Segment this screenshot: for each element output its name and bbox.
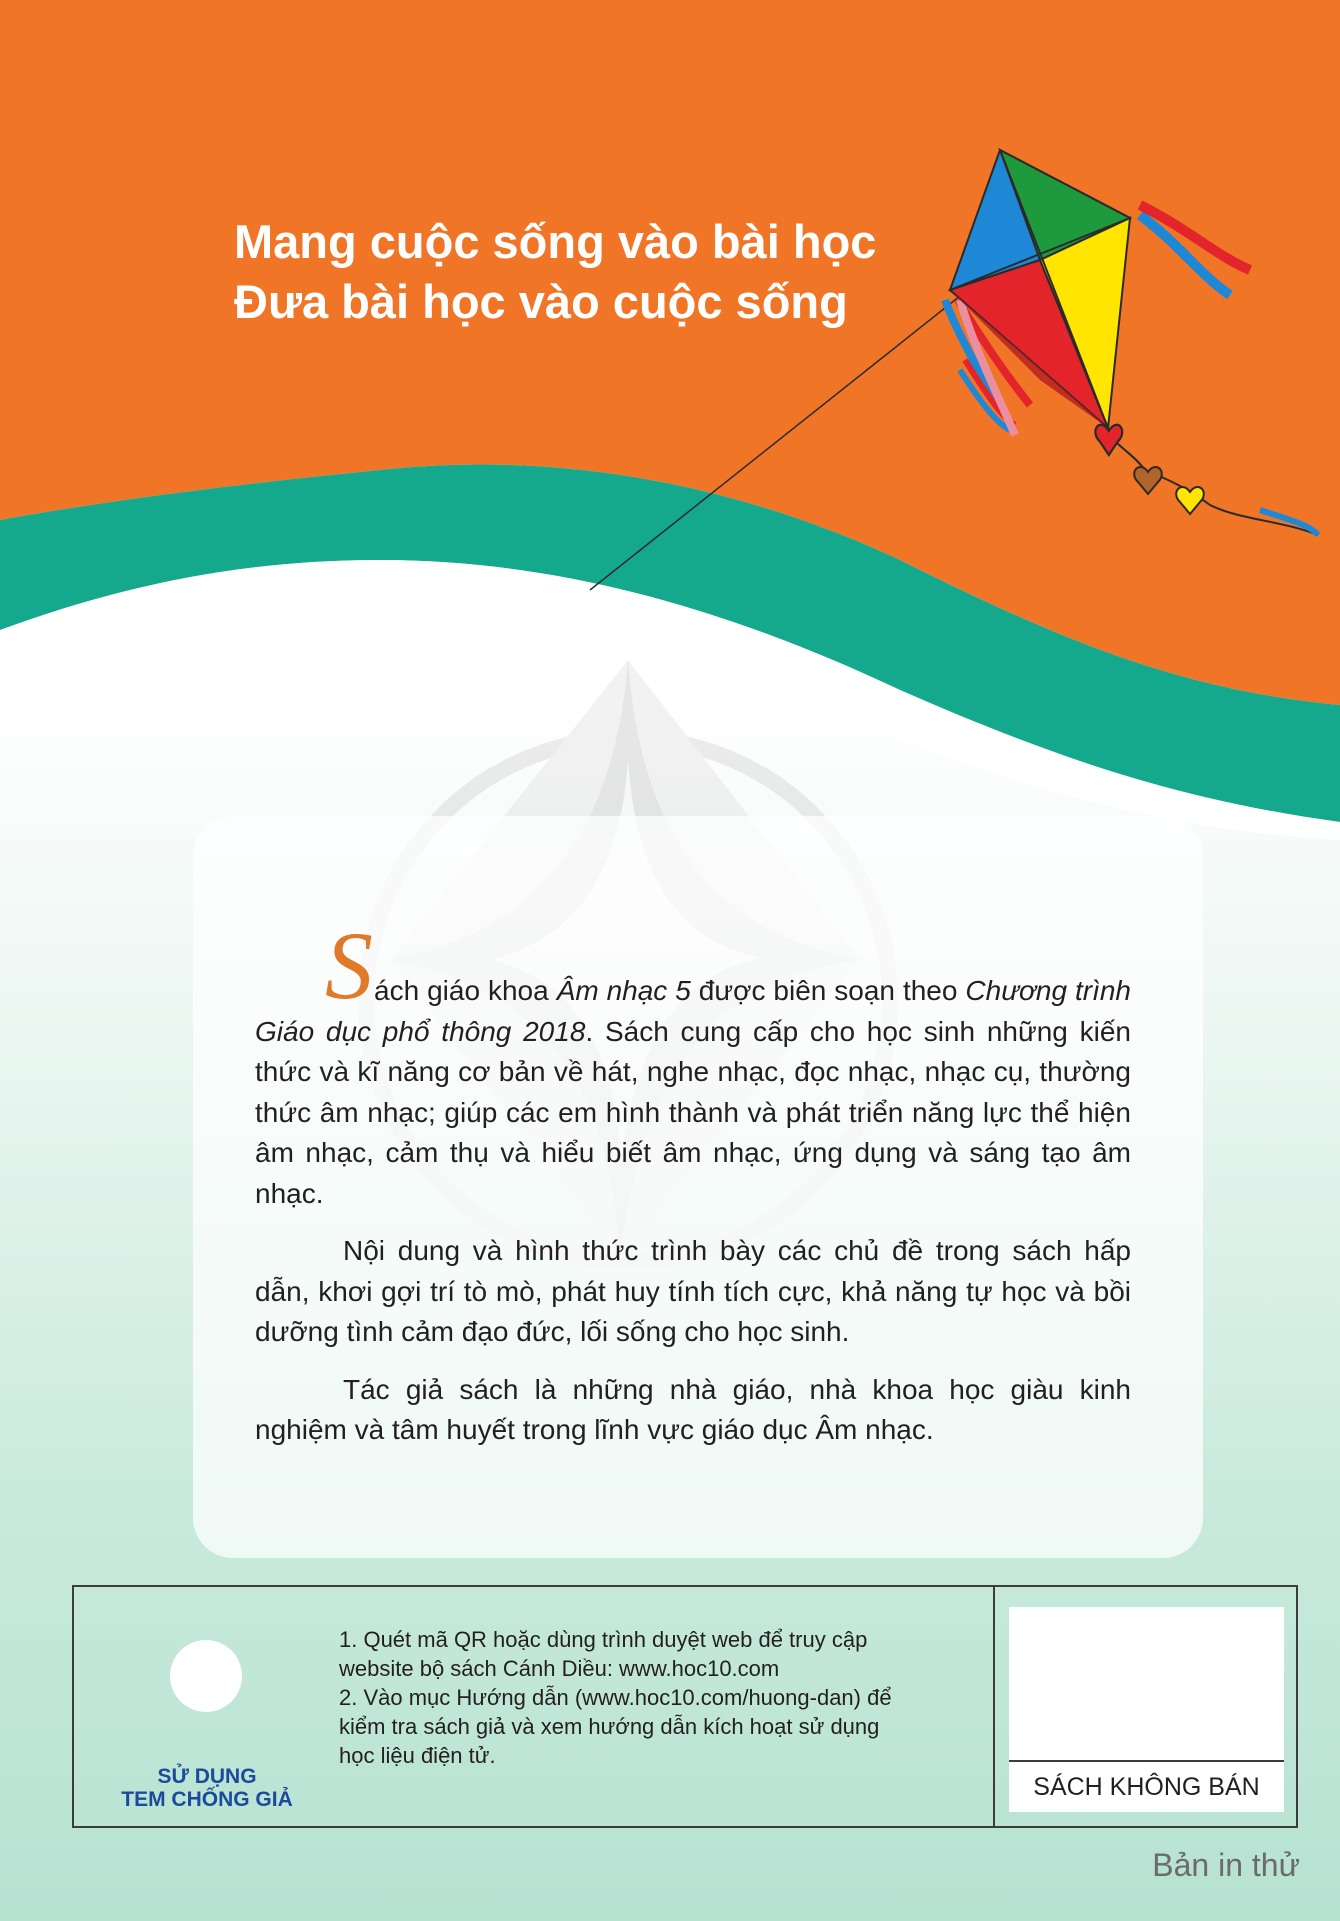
intro-text <box>255 968 1131 1468</box>
book-title: Âm nhạc 5 <box>556 975 691 1006</box>
cover-tagline <box>234 212 876 332</box>
instruction-line: 2. Vào mục Hướng dẫn (www.hoc10.com/huong-dan) để <box>339 1685 892 1710</box>
not-for-sale-label: SÁCH KHÔNG BÁN <box>1009 1760 1284 1812</box>
tagline-line-1: Mang cuộc sống vào bài học <box>234 215 877 268</box>
tagline-line-2: Đưa bài học vào cuộc sống <box>234 275 848 328</box>
intro-paragraph-3: Tác giả sách là những nhà giáo, nhà khoa học giàu kinh nghiệm và tâm huyết trong lĩnh vực giáo dục Âm nhạc. <box>255 1373 1131 1445</box>
trial-print-label: Bản in thử <box>1152 1847 1300 1883</box>
anti-counterfeit-box <box>72 1585 1298 1828</box>
program-name: Chương trình Giáo dục phổ thông 2018 <box>255 975 1131 1047</box>
hologram-stamp-icon <box>170 1640 242 1712</box>
box-divider <box>993 1587 995 1826</box>
instruction-line: website bộ sách Cánh Diều: www.hoc10.com <box>339 1656 780 1681</box>
intro-paragraph-1: ách giáo khoa Âm nhạc 5 được biên soạn theo Chương trình Giáo dục phổ thông 2018. Sách cung cấp cho học sinh những kiến thức và kĩ năng cơ bản về hát, nghe nhạc, đọc nhạc, nhạc cụ, thường thức âm nhạc; giúp các em hình thành và phát triển năng lực thể hiện âm nhạc, cảm thụ và hiểu biết âm nhạc, ứng dụng và sáng tạo âm nhạc. <box>255 975 1131 1209</box>
instruction-line: 1. Quét mã QR hoặc dùng trình duyệt web để truy cập <box>339 1627 868 1652</box>
verification-instructions <box>339 1625 959 1770</box>
stamp-label: SỬ DỤNG TEM CHỐNG GIẢ <box>121 1765 293 1811</box>
instruction-line: kiểm tra sách giả và xem hướng dẫn kích hoạt sử dụng <box>339 1714 880 1739</box>
intro-paragraph-2: Nội dung và hình thức trình bày các chủ đề trong sách hấp dẫn, khơi gợi trí tò mò, phát huy tính tích cực, khả năng tự học và bồi dưỡng tình cảm đạo đức, lối sống cho học sinh. <box>255 1235 1131 1347</box>
instruction-line: học liệu điện tử. <box>339 1743 496 1768</box>
barcode-area <box>1009 1607 1284 1812</box>
